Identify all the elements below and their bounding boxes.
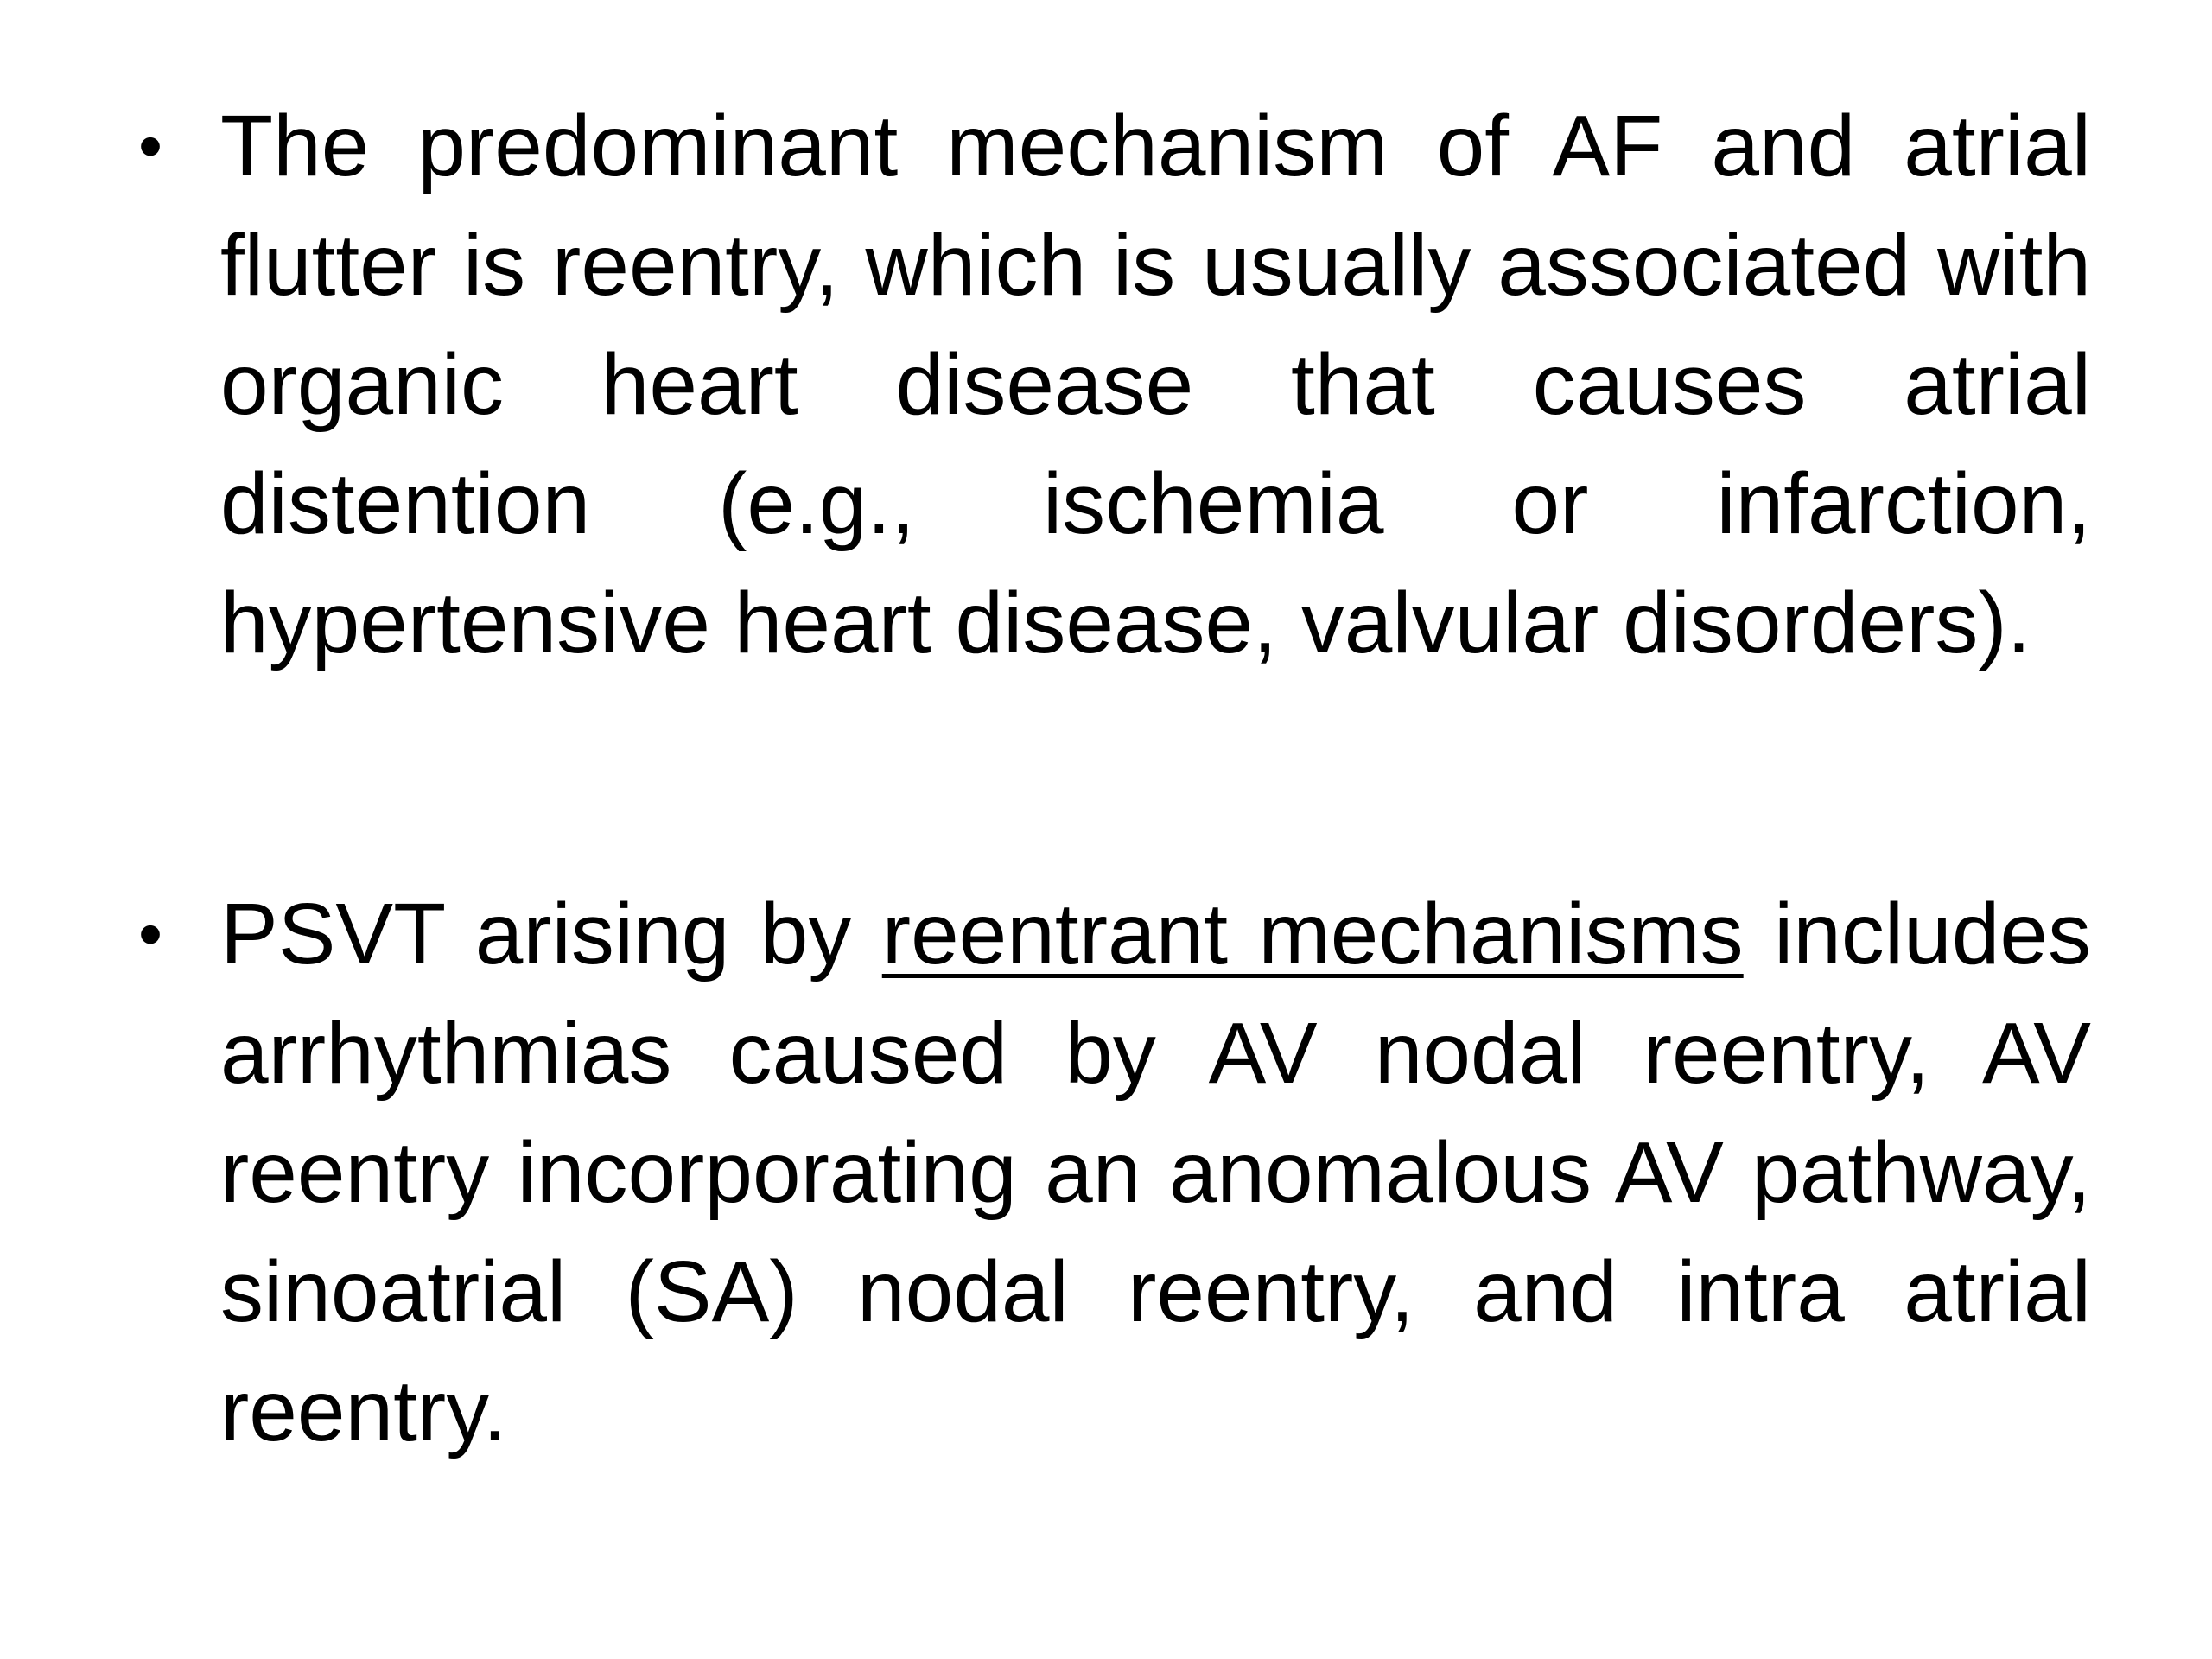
bullet-marker: • [138, 107, 163, 184]
bullet-text: The predominant mechanism of AF and atrial flutter is reentry, which is usually associated with organic heart disease that causes atrial distention (e.g., ischemia or infarction, hypertensive heart disease, valvular disorders). [220, 98, 2091, 671]
bullet-marker: • [138, 895, 163, 972]
bullet-list [130, 86, 2091, 1471]
bullet-text-start: PSVT arising by [220, 886, 852, 982]
underlined-term: reentrant mechanisms [881, 886, 1744, 982]
bullet-item-af-mechanism [130, 86, 2091, 683]
bullet-item-psvt-mechanism [130, 874, 2091, 1471]
bullet-text-end: includes arrhythmias caused by AV nodal reentry, AV reentry incorporating an anomalous AV pathway, sinoatrial (SA) nodal reentry, and intra atrial reentry. [220, 886, 2091, 1459]
